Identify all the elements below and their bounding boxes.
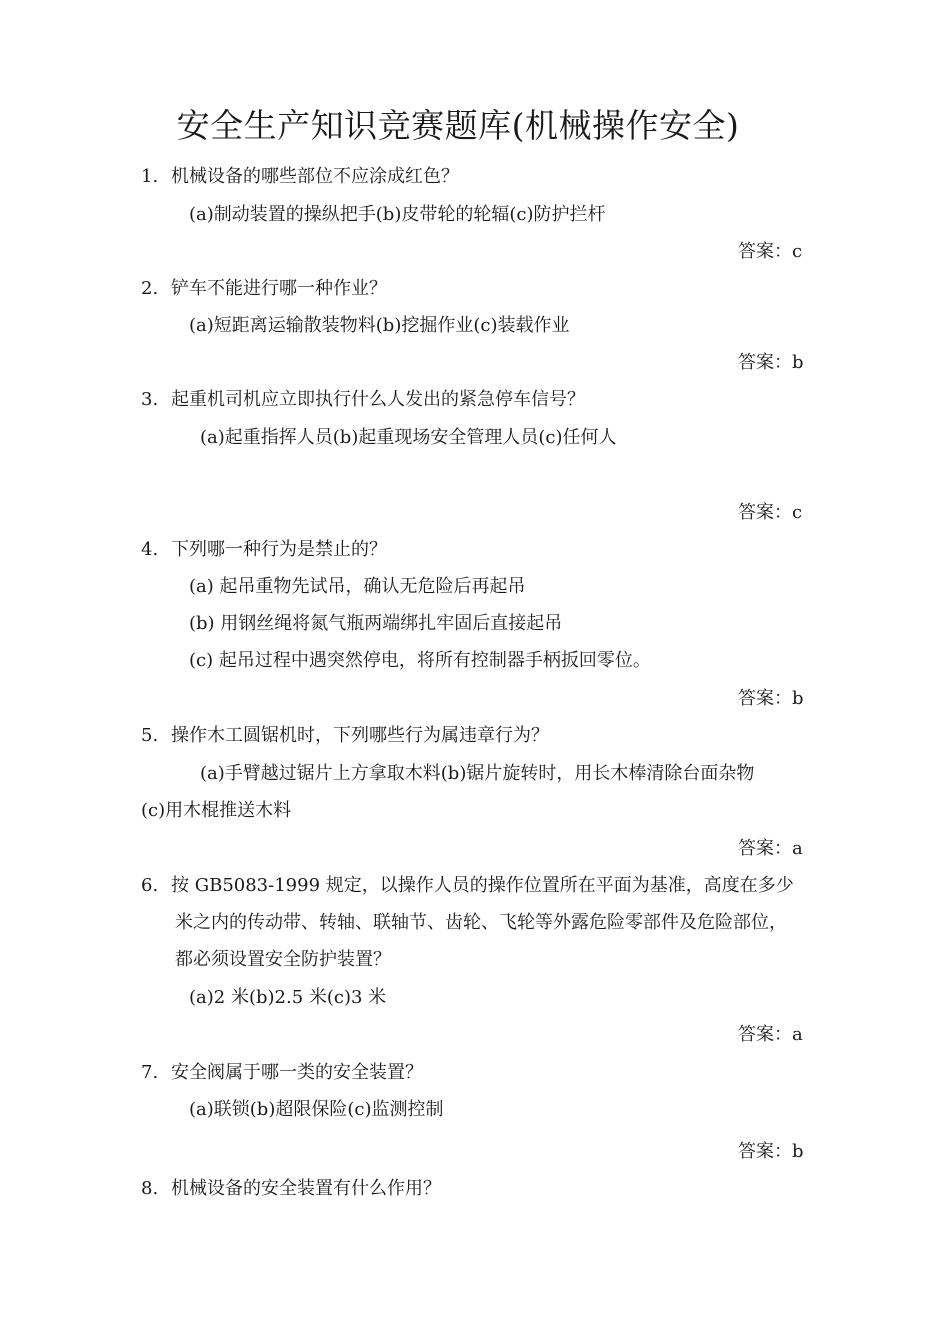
answer-value: b [792,1141,804,1162]
answer-1 [738,239,802,265]
answer-value: b [792,688,804,709]
answer-label: 答案： [738,241,792,262]
question-4-option-a: (a) 起吊重物先试吊，确认无危险后再起吊 [189,576,526,597]
answer-value: b [792,352,804,373]
question-text: 按 GB5083-1999 规定，以操作人员的操作位置所在平面为基准，高度在多少 [171,875,794,896]
question-4-option-c: (c) 起吊过程中遇突然停电，将所有控制器手柄扳回零位。 [189,650,651,671]
page-title: 安全生产知识竞赛题库(机械操作安全) [176,106,740,145]
answer-label: 答案： [738,688,792,709]
question-5-options: (a)手臂越过锯片上方拿取木料(b)锯片旋转时，用长木棒清除台面杂物 [200,763,755,784]
question-5 [141,723,549,749]
question-number: 8. [141,1178,159,1199]
answer-value: c [792,502,803,523]
question-6-text-line-3: 都必须设置安全防护装置？ [175,949,391,970]
question-number: 3. [141,389,159,410]
question-6 [141,873,794,899]
question-6-options: (a)2 米(b)2.5 米(c)3 米 [189,987,387,1008]
question-5-options-continued: (c)用木棍推送木料 [141,800,292,821]
answer-5 [738,836,803,862]
question-number: 5. [141,725,159,746]
question-4 [141,537,387,563]
question-number: 4. [141,539,159,560]
question-1-options: (a)制动装置的操纵把手(b)皮带轮的轮辐(c)防护拦杆 [189,204,606,225]
answer-label: 答案： [738,1141,792,1162]
question-text: 机械设备的哪些部位不应涂成红色？ [171,166,459,187]
question-4-option-b: (b) 用钢丝绳将氮气瓶两端绑扎牢固后直接起吊 [189,613,563,634]
question-text: 安全阀属于哪一类的安全装置？ [171,1062,423,1083]
question-3-options: (a)起重指挥人员(b)起重现场安全管理人员(c)任何人 [200,427,617,448]
question-8 [141,1176,441,1202]
answer-value: a [792,838,803,859]
question-text: 操作木工圆锯机时，下列哪些行为属违章行为？ [171,725,549,746]
question-1 [141,164,459,190]
answer-2 [738,350,804,376]
question-number: 6. [141,875,159,896]
question-number: 1. [141,166,159,187]
question-3 [141,387,585,413]
answer-label: 答案： [738,1024,792,1045]
question-text: 机械设备的安全装置有什么作用？ [171,1178,441,1199]
question-number: 2. [141,278,159,299]
question-2-options: (a)短距离运输散装物料(b)挖掘作业(c)装载作业 [189,315,570,336]
question-text: 起重机司机应立即执行什么人发出的紧急停车信号？ [171,389,585,410]
answer-label: 答案： [738,838,792,859]
answer-3 [738,500,802,526]
question-7-options: (a)联锁(b)超限保险(c)监测控制 [189,1099,444,1120]
answer-7 [738,1139,804,1165]
answer-value: a [792,1024,803,1045]
question-2 [141,276,387,302]
answer-label: 答案： [738,352,792,373]
answer-4 [738,686,804,712]
question-7 [141,1060,423,1086]
answer-6 [738,1022,803,1048]
question-number: 7. [141,1062,159,1083]
question-text: 铲车不能进行哪一种作业？ [171,278,387,299]
question-text: 下列哪一种行为是禁止的？ [171,539,387,560]
answer-value: c [792,241,803,262]
answer-label: 答案： [738,502,792,523]
question-6-text-line-2: 米之内的传动带、转轴、联轴节、齿轮、飞轮等外露危险零部件及危险部位， [175,912,787,933]
